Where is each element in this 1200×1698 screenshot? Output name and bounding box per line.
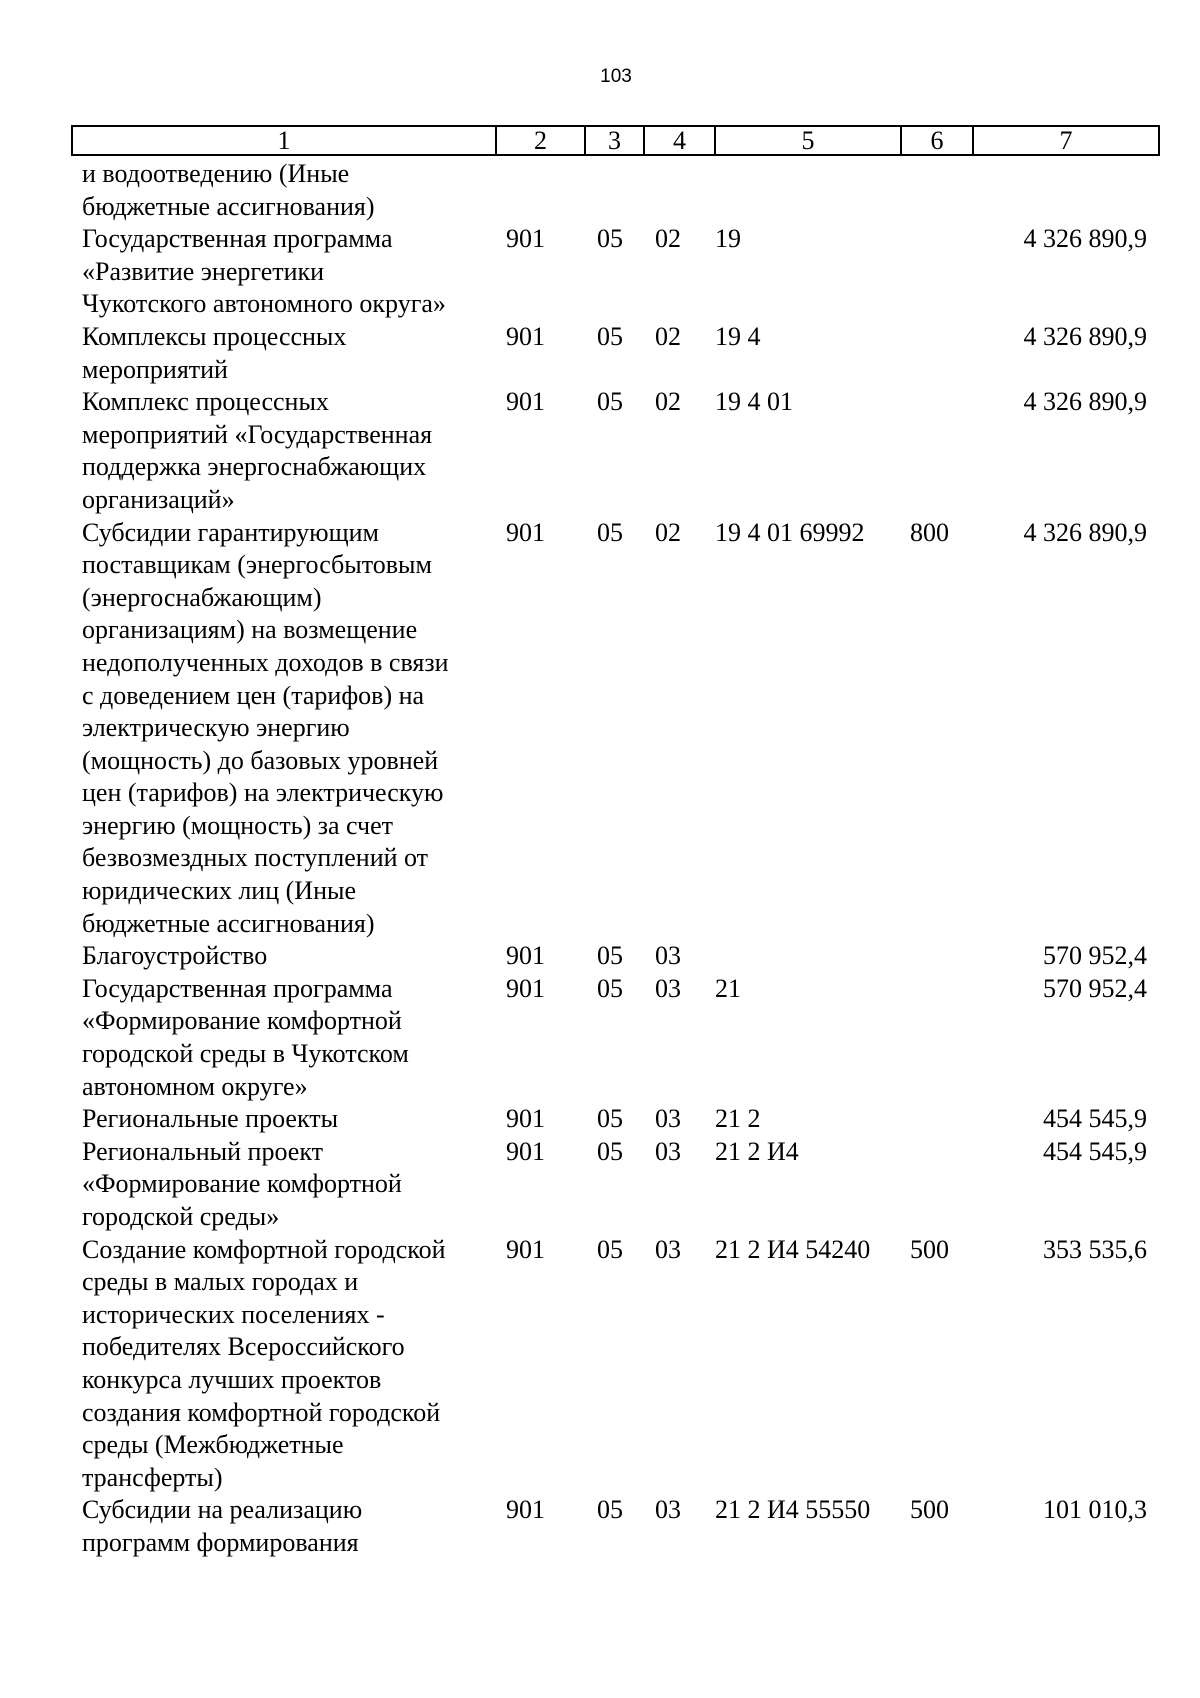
row-col-5: 21 [715, 973, 741, 1003]
row-col-6: 800 [910, 517, 949, 547]
row-col-2: 901 [506, 1495, 545, 1525]
table-row [0, 158, 1200, 223]
row-col-3: 05 [597, 387, 623, 417]
row-col-2: 901 [506, 941, 545, 971]
row-col-7: 4 326 890,9 [1023, 224, 1147, 254]
table-row [0, 223, 1200, 321]
table-row [0, 321, 1200, 386]
row-col-3: 05 [597, 1104, 623, 1134]
table-row [0, 1103, 1200, 1136]
page-number: 103 [600, 66, 632, 87]
row-col-6: 500 [910, 1495, 949, 1525]
column-header-4: 4 [644, 126, 715, 155]
row-name: Субсидии на реализацию программ формирования [82, 1495, 363, 1557]
row-col-2: 901 [506, 321, 545, 351]
row-col-3: 05 [597, 321, 623, 351]
table-body [0, 158, 1200, 1560]
row-col-7: 454 545,9 [1043, 1104, 1147, 1134]
column-header-7: 7 [973, 126, 1159, 155]
table-row [0, 940, 1200, 973]
row-col-4: 02 [655, 321, 681, 351]
row-col-5: 19 4 01 69992 [715, 517, 865, 547]
table-row [0, 517, 1200, 941]
row-col-5: 21 2 И4 54240 [715, 1234, 871, 1264]
row-col-4: 02 [655, 387, 681, 417]
column-header-3: 3 [585, 126, 644, 155]
row-col-4: 03 [655, 941, 681, 971]
row-col-7: 570 952,4 [1043, 941, 1147, 971]
row-col-7: 4 326 890,9 [1023, 387, 1147, 417]
row-name: Благоустройство [82, 941, 268, 971]
row-col-3: 05 [597, 941, 623, 971]
row-col-4: 03 [655, 1234, 681, 1264]
column-header-5: 5 [715, 126, 901, 155]
column-header-2: 2 [496, 126, 585, 155]
row-name: Комплексы процессных мероприятий [82, 321, 347, 384]
table-row [0, 386, 1200, 516]
row-col-5: 19 4 01 [715, 387, 793, 417]
row-col-5: 21 2 И4 55550 [715, 1495, 871, 1525]
row-col-3: 05 [597, 1495, 623, 1525]
row-col-2: 901 [506, 517, 545, 547]
row-col-4: 03 [655, 973, 681, 1003]
row-col-3: 05 [597, 973, 623, 1003]
row-col-7: 101 010,3 [1043, 1495, 1147, 1525]
row-name: Создание комфортной городской среды в малых городах и исторических поселениях - победителях Всероссийского конкурса лучших проектов создания комфортной городской среды (Межбюджетные трансферты) [82, 1234, 446, 1492]
table-row [0, 973, 1200, 1103]
row-name: Субсидии гарантирующим поставщикам (энергосбытовым (энергоснабжающим) организациям) на возмещение недополученных доходов в связи с доведением цен (тарифов) на электрическую энергию (мощность) до базовых уровней цен (тарифов) на электрическую энергию (мощность) за счет безвозмездных поступлений от юридических лиц (Иные бюджетные ассигнования) [82, 517, 449, 938]
row-col-3: 05 [597, 224, 623, 254]
row-col-7: 570 952,4 [1043, 973, 1147, 1003]
row-name: Комплекс процессных мероприятий «Государственная поддержка энергоснабжающих организаций» [82, 387, 433, 514]
row-col-2: 901 [506, 1136, 545, 1166]
column-header-1: 1 [72, 126, 496, 155]
row-col-3: 05 [597, 517, 623, 547]
row-col-7: 4 326 890,9 [1023, 321, 1147, 351]
column-header-row [72, 126, 1159, 155]
row-col-7: 4 326 890,9 [1023, 517, 1147, 547]
row-col-3: 05 [597, 1136, 623, 1166]
row-name: Региональные проекты [82, 1104, 339, 1134]
row-col-4: 03 [655, 1136, 681, 1166]
table-row [0, 1234, 1200, 1495]
row-col-5: 21 2 [715, 1104, 761, 1134]
column-header-table [71, 125, 1160, 156]
row-col-5: 19 [715, 224, 741, 254]
row-col-2: 901 [506, 1234, 545, 1264]
row-col-4: 02 [655, 517, 681, 547]
row-col-2: 901 [506, 1104, 545, 1134]
row-col-4: 03 [655, 1495, 681, 1525]
row-col-4: 02 [655, 224, 681, 254]
column-header-6: 6 [901, 126, 973, 155]
row-col-4: 03 [655, 1104, 681, 1134]
row-col-7: 353 535,6 [1043, 1234, 1147, 1264]
row-name: Государственная программа «Формирование комфортной городской среды в Чукотском автономном округе» [82, 973, 409, 1101]
row-col-5: 19 4 [715, 321, 761, 351]
table-row [0, 1494, 1200, 1559]
row-col-2: 901 [506, 387, 545, 417]
row-col-6: 500 [910, 1234, 949, 1264]
row-name: Государственная программа «Развитие энергетики Чукотского автономного округа» [82, 224, 446, 319]
row-col-7: 454 545,9 [1043, 1136, 1147, 1166]
row-col-5: 21 2 И4 [715, 1136, 799, 1166]
row-name: и водоотведению (Иные бюджетные ассигнования) [82, 159, 375, 221]
row-col-2: 901 [506, 973, 545, 1003]
table-row [0, 1136, 1200, 1234]
row-col-3: 05 [597, 1234, 623, 1264]
row-col-2: 901 [506, 224, 545, 254]
row-name: Региональный проект «Формирование комфортной городской среды» [82, 1136, 402, 1231]
